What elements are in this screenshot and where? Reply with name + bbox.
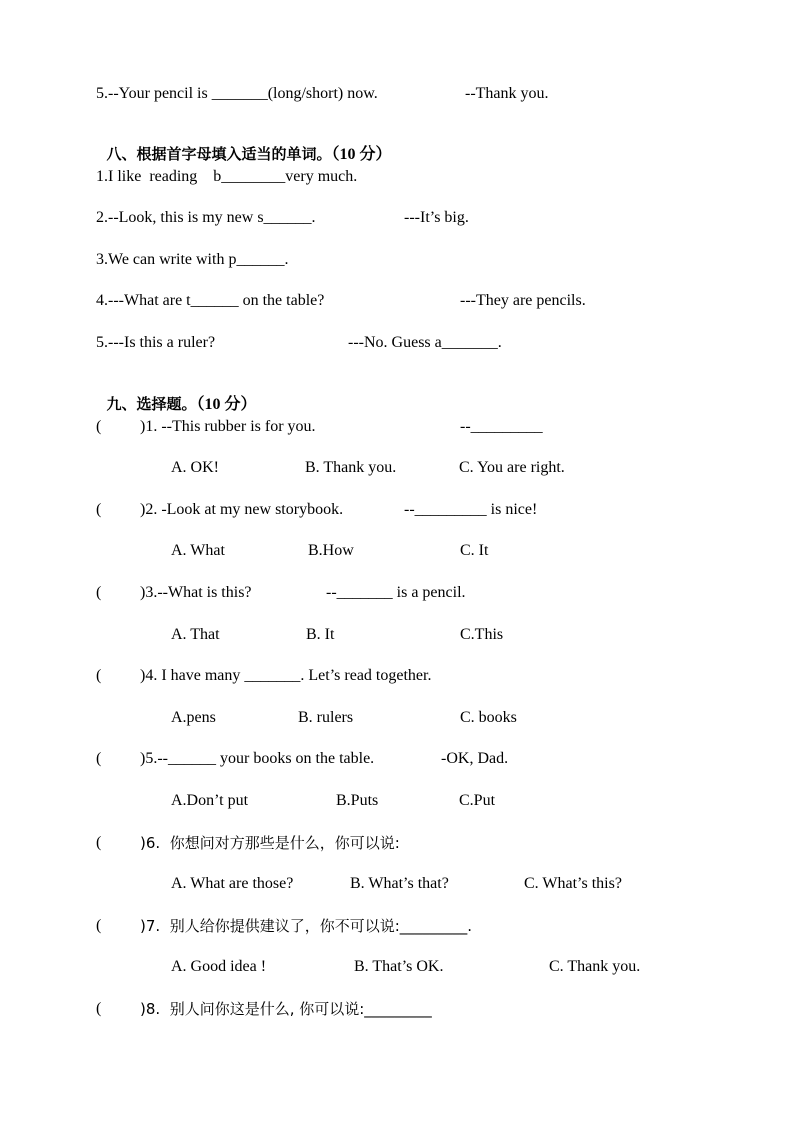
s8-item-5-reply: ---No. Guess a_______. — [348, 334, 502, 351]
s9-q7-stem: )7. 别人给你提供建议了，你不可以说:_________. — [140, 917, 473, 935]
s9-q8-stem: )8. 别人问你这是什么, 你可以说:_________ — [140, 1000, 432, 1018]
s8-item-2: 2.--Look, this is my new s______. — [96, 209, 316, 226]
s9-q1-option-c: C. You are right. — [459, 459, 565, 476]
s9-q4-paren: ( — [96, 667, 102, 684]
question-7-5: 5.--Your pencil is _______(long/short) now. — [96, 85, 378, 102]
s9-q5-option-c: C.Put — [459, 792, 496, 809]
section-8-heading — [96, 124, 391, 165]
s9-q3-stem: )3.--What is this? — [140, 584, 252, 601]
section-9-score: （10 分） — [196, 396, 257, 413]
s8-item-1: 1.I like reading b________very much. — [96, 168, 358, 185]
s9-q5-paren: ( — [96, 750, 102, 767]
s9-q7-paren: ( — [96, 917, 102, 934]
s9-q5-reply: -OK, Dad. — [441, 750, 509, 767]
s9-q1-paren: ( — [96, 418, 102, 435]
s9-q7-option-b: B. That’s OK. — [354, 958, 444, 975]
s9-q7-option-a: A. Good idea ! — [171, 958, 267, 975]
s9-q1-option-a: A. OK! — [171, 459, 219, 476]
s9-q3-option-c: C.This — [460, 626, 504, 643]
s9-q3-option-a: A. That — [171, 626, 220, 643]
s9-q2-option-b: B.How — [308, 542, 354, 559]
s9-q3-reply: --_______ is a pencil. — [326, 584, 466, 601]
question-7-5-reply: --Thank you. — [465, 85, 549, 102]
s9-q2-paren: ( — [96, 501, 102, 518]
s8-item-4: 4.---What are t______ on the table? — [96, 292, 325, 309]
s9-q5-option-a: A.Don’t put — [171, 792, 249, 809]
section-8-score: （10 分） — [331, 146, 392, 163]
section-8-title: 八、根据首字母填入适当的单词。 — [106, 145, 332, 163]
s9-q2-stem: )2. -Look at my new storybook. — [140, 501, 344, 518]
s9-q4-option-b: B. rulers — [298, 709, 354, 726]
s9-q6-paren: ( — [96, 834, 102, 851]
section-9-title: 九、选择题。 — [106, 395, 197, 413]
s8-item-5: 5.---Is this a ruler? — [96, 334, 216, 351]
s9-q2-option-c: C. It — [460, 542, 489, 559]
s8-item-3: 3.We can write with p______. — [96, 251, 289, 268]
s9-q4-option-c: C. books — [460, 709, 517, 726]
s9-q3-paren: ( — [96, 584, 102, 601]
s9-q5-stem: )5.--______ your books on the table. — [140, 750, 375, 767]
s9-q2-reply: --_________ is nice! — [404, 501, 538, 518]
section-9-heading — [96, 374, 256, 415]
s9-q1-option-b: B. Thank you. — [305, 459, 397, 476]
s9-q6-option-a: A. What are those? — [171, 875, 294, 892]
s9-q8-paren: ( — [96, 1000, 102, 1017]
s9-q4-option-a: A.pens — [171, 709, 216, 726]
s9-q1-reply: --_________ — [460, 418, 543, 435]
s8-item-2-reply: ---It’s big. — [404, 209, 469, 226]
s8-item-4-reply: ---They are pencils. — [460, 292, 586, 309]
s9-q3-option-b: B. It — [306, 626, 335, 643]
s9-q4-stem: )4. I have many _______. Let’s read together. — [140, 667, 432, 684]
s9-q6-stem: )6. 你想问对方那些是什么，你可以说: — [140, 834, 400, 852]
s9-q6-option-b: B. What’s that? — [350, 875, 449, 892]
s9-q1-stem: )1. --This rubber is for you. — [140, 418, 316, 435]
s9-q6-option-c: C. What’s this? — [524, 875, 622, 892]
s9-q2-option-a: A. What — [171, 542, 225, 559]
s9-q5-option-b: B.Puts — [336, 792, 379, 809]
s9-q7-option-c: C. Thank you. — [549, 958, 641, 975]
